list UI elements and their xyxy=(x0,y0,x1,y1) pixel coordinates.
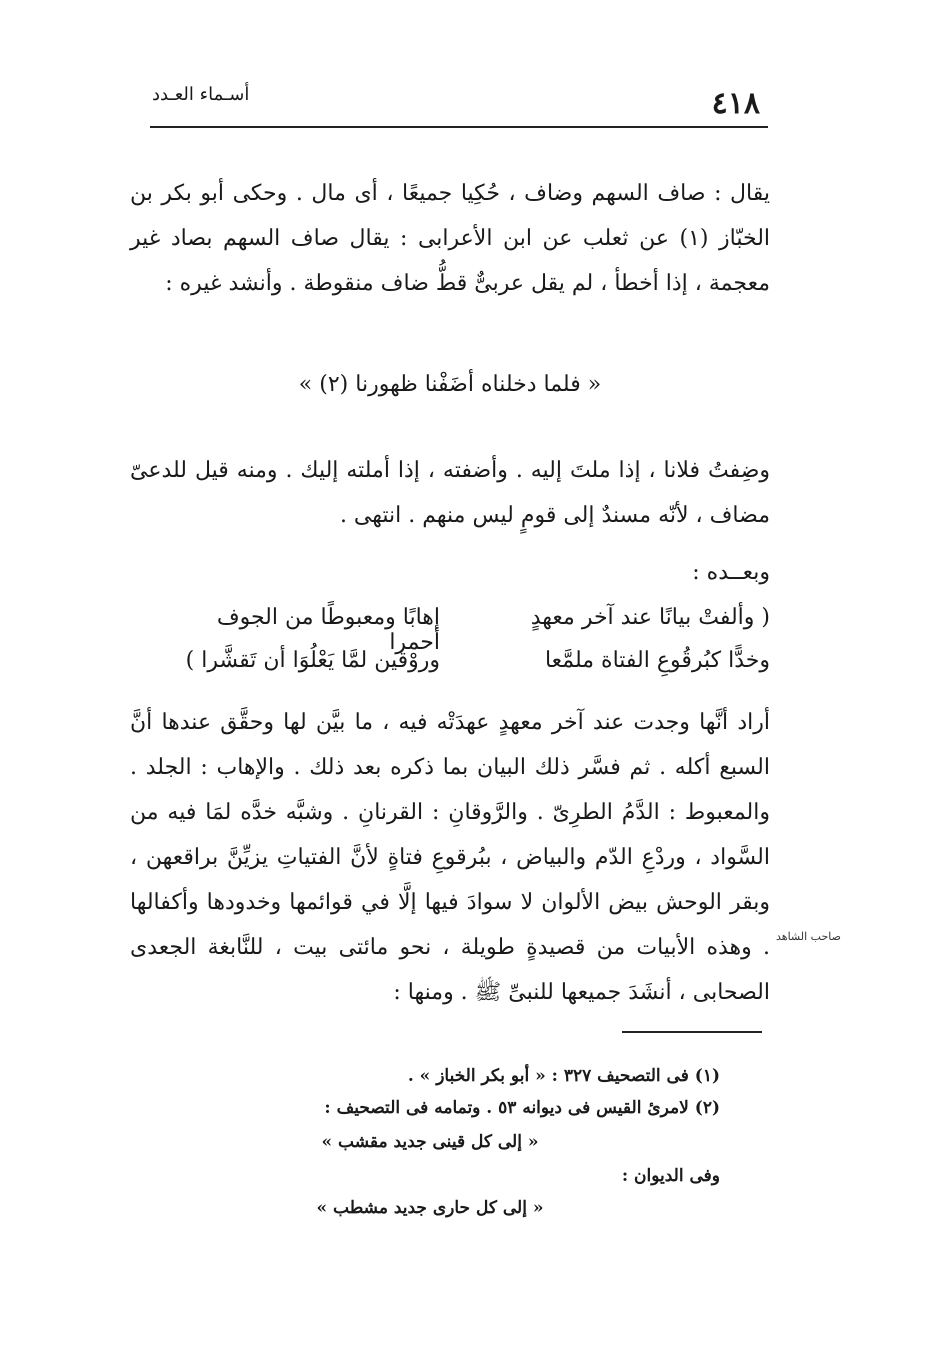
page-number: ٤١٨ xyxy=(711,86,760,121)
footnote-divider xyxy=(622,1031,762,1033)
paragraph-4: أراد أنَّها وجدت عند آخر معهدٍ عهدَتْه فيه ، ما بيَّن لها وحقَّق عندها أنَّ السبع أكله . ثم فسَّر ذلك البيان بما ذكره بعد ذلك . والإهاب : الجلد . والمعبوط : الدَّمُ الطرِىّ . والرَّوقانِ : القرنانِ . وشبَّه خدَّه لمَا فيه من السَّواد ، وردْعِ الدّم والبياض ، ببُرقوعِ فتاةٍ لأنَّ الفتياتِ يزيِّنَّ براقعهن ، وبقر الوحش بيض الألوان لا سوادَ فيها إلَّا في قوائمها وخدودها وأكفالها . وهذه الأبيات من قصيدةٍ طويلة ، نحو مائتى بيت ، للنَّابغة الجعدى الصحابى ، أنشَدَ جميعها للنبىِّ ﷺ . ومنها : xyxy=(130,710,770,1005)
poem-line-1-second-hemistich: إهابًا ومعبوطًا من الجوف أحمرا xyxy=(216,605,440,655)
footnote-2-diwan-quote: « إلى كل حارى جديد مشطب » xyxy=(316,1198,544,1218)
footnote-1: (١) فى التصحيف ٣٢٧ : « أبو بكر الخباز » . xyxy=(407,1066,720,1086)
paragraph-2: وضِفتُ فلانا ، إذا ملتَ إليه . وأضفته ، إذا أملته إليك . ومنه قيل للدعىّ مضاف ، لأنّه مسندٌ إلى قومٍ ليس منهم . انتهى . xyxy=(130,458,771,528)
footnote-2: (٢) لامرئ القيس فى ديوانه ٥٣ . وتمامه فى التصحيف : xyxy=(324,1098,720,1118)
footnote-2-quote: « إلى كل قينى جديد مقشب » xyxy=(321,1132,539,1152)
poem-line-1-first-hemistich: ( وألفتْ بيانًا عند آخر معهدٍ xyxy=(530,605,770,630)
running-title: أسـماء العـدد xyxy=(152,84,250,105)
header-divider xyxy=(150,126,768,128)
margin-note: صاحب الشاهد xyxy=(776,930,841,943)
footnote-2-diwan-label: وفى الديوان : xyxy=(621,1166,720,1186)
poem-line-2-second-hemistich: وروْقين لمَّا يَعْلُوَا أن تَقشَّرا ) xyxy=(185,648,440,673)
paragraph-3: وبعــده : xyxy=(692,560,770,585)
paragraph-1: يقال : صاف السهم وضاف ، حُكِيا جميعًا ، أى مال . وحكى أبو بكر بن الخبّاز (١) عن ثعلب عن ابن الأعرابى : يقال صاف السهم بصاد غير معجمة ، إذا أخطأ ، لم يقل عربىٌّ قطُّ ضاف منقوطة . وأنشد غيره : xyxy=(130,181,771,296)
poem-line-2-first-hemistich: وخدًّا كبُرقُوعِ الفتاة ملمَّعا xyxy=(544,648,770,673)
quoted-verse: « فلما دخلناه أضَفْنا ظهورنا (٢) » xyxy=(298,372,602,397)
